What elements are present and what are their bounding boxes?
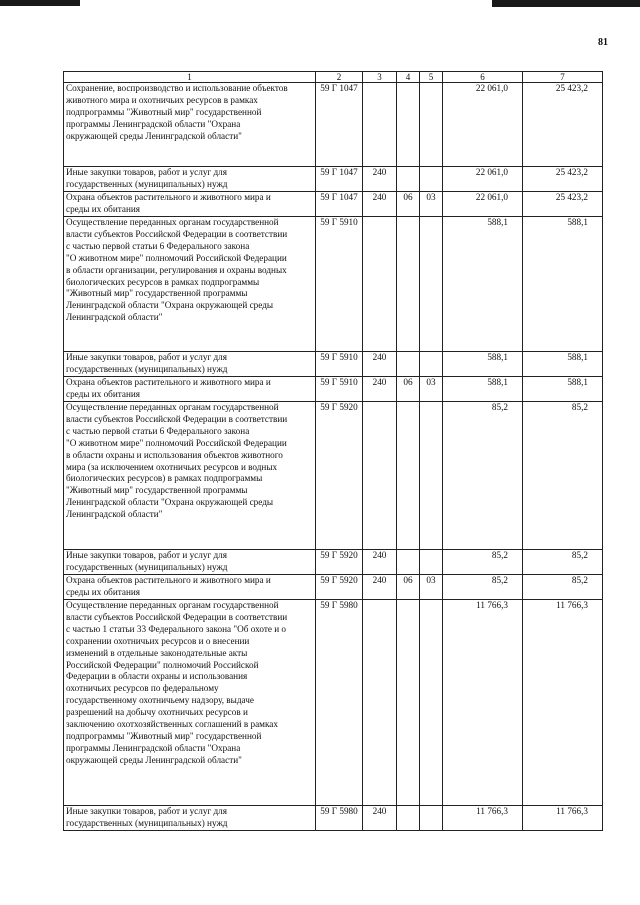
row-target-code: 59 Г 5920 (316, 575, 363, 600)
row-section (397, 83, 420, 167)
row-description: Сохранение, воспроизводство и использование объектов животного мира и охотничьих ресурсов в рамках подпрограммы "Животный мир" государственной программы Ленинградской области "Охрана окружающей среды Ленинградской области" (64, 83, 316, 167)
row-amount-year1: 85,2 (443, 575, 523, 600)
row-subsection: 03 (420, 192, 443, 217)
row-expense-type: 240 (363, 575, 397, 600)
header-cell: 5 (420, 72, 443, 83)
row-section (397, 167, 420, 192)
header-cell: 2 (316, 72, 363, 83)
row-target-code: 59 Г 5980 (316, 806, 363, 831)
table-row (64, 192, 603, 217)
row-amount-year2: 11 766,3 (523, 600, 603, 806)
table-row (64, 575, 603, 600)
row-amount-year1: 22 061,0 (443, 192, 523, 217)
row-expense-type: 240 (363, 377, 397, 402)
row-expense-type (363, 600, 397, 806)
row-section (397, 806, 420, 831)
table-row (64, 550, 603, 575)
row-amount-year1: 11 766,3 (443, 806, 523, 831)
row-section (397, 402, 420, 550)
row-description: Осуществление переданных органам государственной власти субъектов Российской Федерации в соответствии с частью 1 статьи 33 Федерального закона "Об охоте и о сохранении охотничьих ресурсов и о внесении изменений в отдельные законодательные акты Российской Федерации" полномочий Российской Федерации в области охраны и использования охотничьих ресурсов по федеральному государственному охотничьему надзору, выдаче разрешений на добычу охотничьих ресурсов и заключению охотхозяйственных соглашений в рамках подпрограммы "Животный мир" государственной программы Ленинградской области "Охрана окружающей среды Ленинградской области" (64, 600, 316, 806)
row-expense-type (363, 217, 397, 352)
row-amount-year1: 85,2 (443, 402, 523, 550)
row-amount-year1: 588,1 (443, 217, 523, 352)
row-subsection (420, 600, 443, 806)
row-section (397, 600, 420, 806)
scan-mark-right (492, 0, 640, 7)
row-amount-year2: 25 423,2 (523, 167, 603, 192)
row-amount-year1: 22 061,0 (443, 83, 523, 167)
row-section (397, 352, 420, 377)
row-expense-type (363, 83, 397, 167)
row-description: Иные закупки товаров, работ и услуг для государственных (муниципальных) нужд (64, 352, 316, 377)
row-description: Охрана объектов растительного и животного мира и среды их обитания (64, 377, 316, 402)
row-target-code: 59 Г 5910 (316, 352, 363, 377)
row-amount-year2: 25 423,2 (523, 192, 603, 217)
table-row (64, 83, 603, 167)
row-section (397, 550, 420, 575)
row-amount-year1: 588,1 (443, 352, 523, 377)
row-target-code: 59 Г 1047 (316, 192, 363, 217)
header-cell: 6 (443, 72, 523, 83)
row-amount-year2: 25 423,2 (523, 83, 603, 167)
row-subsection (420, 83, 443, 167)
row-amount-year2: 11 766,3 (523, 806, 603, 831)
row-section (397, 217, 420, 352)
row-subsection (420, 352, 443, 377)
scan-mark-left (0, 0, 80, 6)
row-description: Иные закупки товаров, работ и услуг для государственных (муниципальных) нужд (64, 806, 316, 831)
row-expense-type: 240 (363, 550, 397, 575)
row-target-code: 59 Г 5920 (316, 550, 363, 575)
row-subsection (420, 167, 443, 192)
table-row (64, 402, 603, 550)
page-number: 81 (598, 37, 608, 48)
row-description: Охрана объектов растительного и животного мира и среды их обитания (64, 575, 316, 600)
header-cell: 1 (64, 72, 316, 83)
table-row (64, 167, 603, 192)
row-expense-type: 240 (363, 167, 397, 192)
row-amount-year1: 588,1 (443, 377, 523, 402)
row-target-code: 59 Г 5910 (316, 377, 363, 402)
row-description: Иные закупки товаров, работ и услуг для государственных (муниципальных) нужд (64, 550, 316, 575)
row-amount-year2: 85,2 (523, 550, 603, 575)
table-row (64, 806, 603, 831)
row-subsection: 03 (420, 575, 443, 600)
budget-table (63, 71, 603, 831)
row-description: Иные закупки товаров, работ и услуг для государственных (муниципальных) нужд (64, 167, 316, 192)
row-subsection (420, 217, 443, 352)
row-section: 06 (397, 575, 420, 600)
row-target-code: 59 Г 5980 (316, 600, 363, 806)
header-cell: 4 (397, 72, 420, 83)
table-row (64, 600, 603, 806)
row-amount-year2: 588,1 (523, 352, 603, 377)
row-target-code: 59 Г 5920 (316, 402, 363, 550)
row-expense-type: 240 (363, 806, 397, 831)
header-cell: 3 (363, 72, 397, 83)
row-expense-type: 240 (363, 352, 397, 377)
row-target-code: 59 Г 1047 (316, 83, 363, 167)
header-row (64, 72, 603, 83)
row-expense-type: 240 (363, 192, 397, 217)
row-amount-year2: 588,1 (523, 217, 603, 352)
row-description: Осуществление переданных органам государственной власти субъектов Российской Федерации в соответствии с частью первой статьи 6 Федерального закона "О животном мире" полномочий Российской Федерации в области организации, регулирования и охраны водных биологических ресурсов в рамках подпрограммы "Животный мир" государственной программы Ленинградской области "Охрана окружающей среды Ленинградской области" (64, 217, 316, 352)
header-cell: 7 (523, 72, 603, 83)
row-amount-year2: 85,2 (523, 402, 603, 550)
row-amount-year2: 85,2 (523, 575, 603, 600)
row-expense-type (363, 402, 397, 550)
row-subsection: 03 (420, 377, 443, 402)
row-section: 06 (397, 377, 420, 402)
row-subsection (420, 402, 443, 550)
row-description: Осуществление переданных органам государственной власти субъектов Российской Федерации в соответствии с частью первой статьи 6 Федерального закона "О животном мире" полномочий Российской Федерации в области охраны и использования объектов животного мира (за исключением охотничьих ресурсов и водных биологических ресурсов) в рамках подпрограммы "Животный мир" государственной программы Ленинградской области "Охрана окружающей среды Ленинградской области" (64, 402, 316, 550)
row-subsection (420, 806, 443, 831)
row-subsection (420, 550, 443, 575)
row-description: Охрана объектов растительного и животного мира и среды их обитания (64, 192, 316, 217)
row-section: 06 (397, 192, 420, 217)
table-row (64, 377, 603, 402)
row-amount-year1: 85,2 (443, 550, 523, 575)
row-target-code: 59 Г 1047 (316, 167, 363, 192)
row-amount-year1: 11 766,3 (443, 600, 523, 806)
row-target-code: 59 Г 5910 (316, 217, 363, 352)
table-row (64, 217, 603, 352)
table-row (64, 352, 603, 377)
row-amount-year1: 22 061,0 (443, 167, 523, 192)
row-amount-year2: 588,1 (523, 377, 603, 402)
